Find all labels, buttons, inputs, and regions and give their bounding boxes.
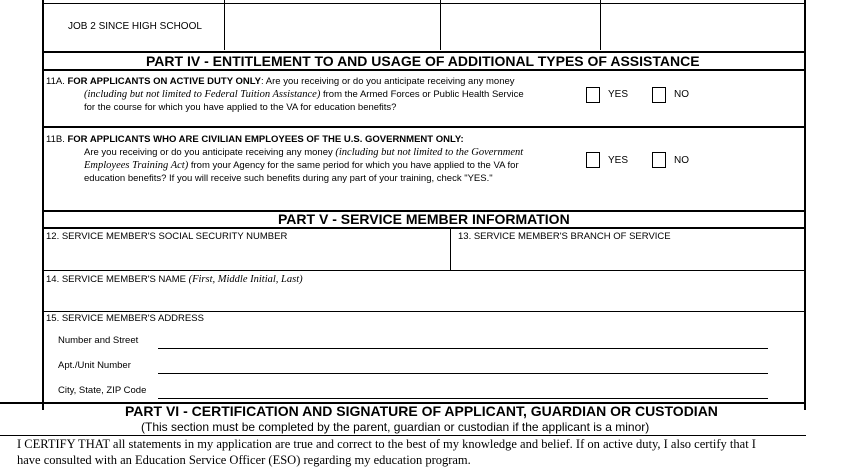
- apt-input-line[interactable]: [158, 373, 768, 374]
- q11b-number: 11B.: [46, 134, 65, 145]
- job-row-top-line: [42, 3, 806, 4]
- branch-field-label: 13. SERVICE MEMBER'S BRANCH OF SERVICE: [458, 231, 671, 242]
- certification-line-2: have consulted with an Education Service Officer (ESO) regarding my education program.: [17, 453, 471, 467]
- part4-heading-bottom: [42, 69, 806, 71]
- q11b-bold: FOR APPLICANTS WHO ARE CIVILIAN EMPLOYEES OF THE U.S. GOVERNMENT ONLY:: [67, 134, 464, 145]
- part6-subheading: (This section must be completed by the parent, guardian or custodian if the applicant is a minor): [141, 420, 650, 434]
- q11b-no-checkbox[interactable]: [652, 152, 666, 168]
- name-field-label-text: 14. SERVICE MEMBER'S NAME: [46, 274, 189, 285]
- q11a-text: [46, 75, 566, 114]
- part6-heading: PART VI - CERTIFICATION AND SIGNATURE OF APPLICANT, GUARDIAN OR CUSTODIAN: [125, 403, 718, 419]
- part5-heading-bottom: [42, 227, 806, 229]
- q11a-line2-italic: (including but not limited to Federal Tuition Assistance): [84, 89, 321, 100]
- ssn-input[interactable]: [44, 244, 448, 268]
- job-2-label: JOB 2 SINCE HIGH SCHOOL: [68, 21, 202, 32]
- q11b-line3-italic: Employees Training Act): [84, 160, 189, 171]
- row12-bottom-line: [42, 270, 806, 271]
- part4-heading: PART IV - ENTITLEMENT TO AND USAGE OF ADDITIONAL TYPES OF ASSISTANCE: [146, 53, 700, 69]
- ssn-branch-divider: [450, 228, 451, 270]
- form-left-border: [42, 0, 44, 410]
- row14-bottom-line: [42, 311, 806, 312]
- q11a-line1: : Are you receiving or do you anticipate receiving any money: [261, 76, 515, 87]
- name-field-hint: (First, Middle Initial, Last): [188, 274, 303, 285]
- address-field-label: 15. SERVICE MEMBER'S ADDRESS: [46, 313, 204, 324]
- part5-heading: PART V - SERVICE MEMBER INFORMATION: [278, 211, 570, 227]
- q11a-line2-rest: from the Armed Forces or Public Health Service: [320, 89, 524, 100]
- name-input[interactable]: [44, 288, 802, 310]
- street-input-line[interactable]: [158, 348, 768, 349]
- city-label: City, State, ZIP Code: [58, 385, 147, 396]
- q11b-line2-italic: (including but not limited to the Government: [335, 147, 524, 158]
- q11b-no-label: NO: [674, 155, 689, 166]
- q11a-no-label: NO: [674, 89, 689, 100]
- q11a-bottom-line: [42, 126, 806, 128]
- form-right-border: [804, 0, 806, 410]
- q11b-yes-checkbox[interactable]: [586, 152, 600, 168]
- q11a-no-checkbox[interactable]: [652, 87, 666, 103]
- apt-label: Apt./Unit Number: [58, 360, 131, 371]
- q11a-yes-label: YES: [608, 89, 629, 100]
- q11a-yes-checkbox[interactable]: [586, 87, 600, 103]
- ssn-field-label: 12. SERVICE MEMBER'S SOCIAL SECURITY NUMBER: [46, 231, 288, 242]
- q11b-line4: education benefits? If you will receive such benefits during any part of your training, check "YES.": [84, 173, 493, 184]
- job-col-divider-3: [600, 0, 601, 50]
- certification-line-1: I CERTIFY THAT all statements in my application are true and correct to the best of my knowledge and belief. If on active duty, I also certify that I: [17, 437, 756, 451]
- q11b-line3-rest: from your Agency for the same period for which you have applied to the VA for: [188, 160, 519, 171]
- q11b-line2-plain: Are you receiving or do you anticipate receiving any money: [84, 147, 336, 158]
- branch-input[interactable]: [452, 244, 802, 268]
- job-col-divider-1: [224, 0, 225, 50]
- name-field-label: [46, 274, 303, 285]
- job-col-divider-2: [440, 0, 441, 50]
- q11b-yes-label: YES: [608, 155, 629, 166]
- q11a-number: 11A.: [46, 76, 65, 87]
- city-input-line[interactable]: [158, 398, 768, 399]
- q11b-text: [46, 133, 576, 185]
- street-label: Number and Street: [58, 335, 139, 346]
- part6-subheading-bottom: [0, 435, 806, 436]
- q11a-bold: FOR APPLICANTS ON ACTIVE DUTY ONLY: [67, 76, 262, 87]
- q11a-line3: for the course for which you have applied to the VA for education benefits?: [84, 102, 397, 113]
